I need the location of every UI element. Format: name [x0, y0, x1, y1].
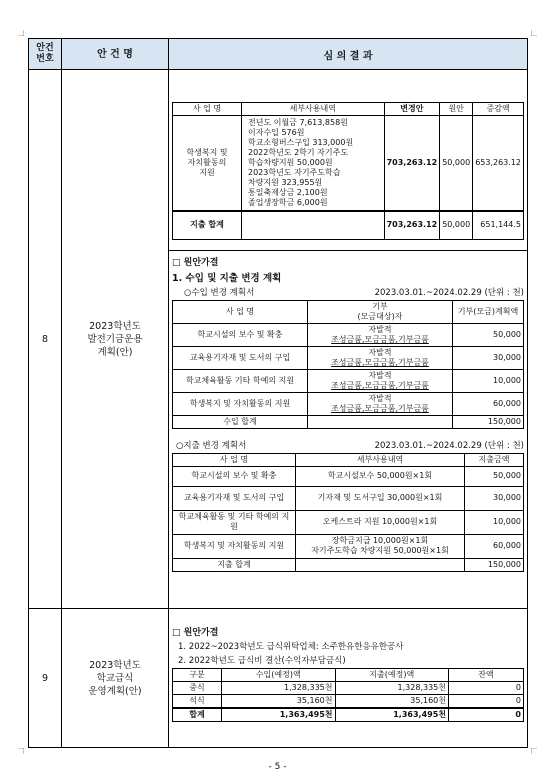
col-kind: 구분 [173, 669, 222, 682]
col-expense: 지출(예정)액 [335, 669, 449, 682]
row-income: 1,328,335천 [222, 682, 336, 695]
total-row [173, 415, 524, 428]
total-label: 수입 합계 [173, 415, 308, 428]
total-expense: 1,363,495천 [335, 708, 449, 722]
row-donor [308, 369, 453, 392]
income-plan-heading [172, 286, 524, 298]
col-business: 사 업 명 [173, 300, 308, 323]
table-row [173, 534, 524, 558]
expense-plan-label: ○지출 변경 계획서 [176, 440, 247, 451]
detail-line: 학교소형버스구입 313,000원 [248, 138, 354, 147]
table-row [173, 466, 524, 486]
agenda-name-9: 2023학년도 학교급식 운영계획(안) [62, 609, 169, 748]
row-kind: 중식 [173, 682, 222, 695]
row-business: 학교체육활동 및 기타 학예의 지원 [173, 510, 296, 534]
col-plan-amount: 기부(모금)계획액 [453, 300, 524, 323]
table-row [173, 369, 524, 392]
crop-mark-icon [531, 748, 537, 754]
table-row [173, 695, 524, 709]
detail-line: 학습차량지원 50,000원 [248, 158, 333, 167]
row-business: 교육용기자재 및 도서의 구입 [173, 486, 296, 510]
row-balance: 0 [449, 695, 524, 709]
col-original: 원안 [440, 103, 473, 116]
income-plan-label: ○수입 변경 계획서 [184, 287, 255, 298]
agenda-row-9 [29, 609, 528, 748]
income-plan-period: 2023.03.01.~2024.02.29 (단위 : 천) [374, 287, 524, 298]
total-row [173, 211, 524, 239]
col-details: 세부사용내역 [296, 453, 465, 466]
detail-line: 2022학년도 2학기 자기주도 [248, 148, 349, 157]
detail-line: 이자수입 576원 [248, 128, 305, 137]
detail-line: 2023학년도 자기주도학습 [248, 168, 341, 177]
row-amount: 50,000 [465, 466, 524, 486]
row-amount: 50,000 [453, 323, 524, 346]
decision-title: □ 원안가결 [172, 257, 219, 268]
settlement-line: 2. 2022학년도 급식비 결산(수익자부담금식) [178, 656, 346, 666]
row-detail: 학교시설보수 50,000원×1회 [296, 466, 465, 486]
col-balance: 잔액 [449, 669, 524, 682]
col-details: 세부사용내역 [242, 103, 385, 116]
donor-kind: 조성금품,모금금품,기부금품 [331, 357, 429, 367]
crop-mark-icon [18, 748, 24, 754]
header-agenda-name: 안 건 명 [62, 39, 169, 70]
detail-line: 통일축제상금 2,100원 [248, 188, 328, 197]
header-review-result: 심 의 결 과 [169, 39, 528, 70]
table-row [173, 682, 524, 695]
total-label: 지출 합계 [173, 558, 296, 571]
row-amount: 10,000 [465, 510, 524, 534]
row-amount: 60,000 [453, 392, 524, 415]
total-original: 50,000 [440, 211, 473, 239]
row-expense: 35,160천 [335, 695, 449, 709]
row-detail: 기자재 및 도서구입 30,000원×1회 [296, 486, 465, 510]
expense-plan-period: 2023.03.01.~2024.02.29 (단위 : 천) [374, 440, 524, 451]
agenda-number-9: 9 [29, 609, 62, 748]
row-business: 학교체육활동 기타 학예의 지원 [173, 369, 308, 392]
table-row [173, 323, 524, 346]
agenda-result-8 [169, 70, 528, 609]
donor-type: 자발적 [368, 370, 392, 380]
page-number: - 5 - [268, 762, 287, 772]
col-change: 변경안 [384, 103, 440, 116]
row-detail: 오케스트라 지원 10,000원×1회 [296, 510, 465, 534]
total-change: 703,263.12 [384, 211, 440, 239]
total-income: 1,363,495천 [222, 708, 336, 722]
agenda-number-8: 8 [29, 70, 62, 609]
donor-kind: 조성금품,모금금품,기부금품 [331, 403, 429, 413]
row-kind: 석식 [173, 695, 222, 709]
total-empty [296, 558, 465, 571]
row-amount: 30,000 [465, 486, 524, 510]
row-amount: 10,000 [453, 369, 524, 392]
crop-mark-icon [531, 30, 537, 36]
col-income: 수입(예정)액 [222, 669, 336, 682]
row-donor [308, 346, 453, 369]
donor-kind: 조성금품,모금금품,기부금품 [331, 380, 429, 390]
table-row [173, 392, 524, 415]
table-row [173, 486, 524, 510]
row-balance: 0 [449, 682, 524, 695]
table-row [173, 346, 524, 369]
total-label: 지출 합계 [173, 211, 242, 239]
total-empty [308, 415, 453, 428]
change-value: 703,263.12 [384, 116, 440, 212]
total-kind: 합계 [173, 708, 222, 722]
row-business: 학생복지 및 자치활동의 지원 [173, 392, 308, 415]
agenda-name-8: 2023학년도 발전기금운용 계획(안) [62, 70, 169, 609]
header-agenda-number: 안건 번호 [29, 39, 62, 70]
col-business: 사 업 명 [173, 453, 296, 466]
total-balance: 0 [449, 708, 524, 722]
total-row [173, 558, 524, 571]
agenda-result-9 [169, 609, 528, 748]
original-value: 50,000 [440, 116, 473, 212]
table-row [173, 116, 524, 212]
donor-type: 자발적 [368, 393, 392, 403]
row-business: 학교시설의 보수 및 확충 [173, 323, 308, 346]
row-amount: 30,000 [453, 346, 524, 369]
row-detail: 장학금지급 10,000원×1회 자기주도학습 차량지원 50,000원×1회 [296, 534, 465, 558]
expense-plan-heading [172, 439, 524, 451]
plan-title: 1. 수입 및 지출 변경 계획 [172, 272, 282, 284]
detail-line: 졸업생장학금 6,000원 [248, 198, 328, 207]
row-business: 학교시설의 보수 및 확충 [173, 466, 296, 486]
table-row [173, 510, 524, 534]
donor-type: 자발적 [368, 347, 392, 357]
row-business: 학생복지 및 자치활동의 지원 [173, 534, 296, 558]
detail-line: 차량지원 323,955원 [248, 178, 323, 187]
decision-section-8 [169, 250, 527, 572]
col-diff: 증감액 [473, 103, 524, 116]
donor-type: 자발적 [368, 324, 392, 334]
col-donor: 기부 (모금대상)자 [308, 300, 453, 323]
row-business: 교육용기자재 및 도서의 구입 [173, 346, 308, 369]
total-empty [242, 211, 385, 239]
row-income: 35,160천 [222, 695, 336, 709]
total-diff: 651,144.5 [473, 211, 524, 239]
detail-line: 전년도 이월금 7,613,858원 [248, 118, 348, 127]
row-expense: 1,328,335천 [335, 682, 449, 695]
business-name: 학생복지 및 자치활동의 지원 [173, 116, 242, 212]
col-business: 사 업 명 [173, 103, 242, 116]
crop-mark-icon [18, 30, 24, 36]
agenda-row-8 [29, 70, 528, 609]
row-donor [308, 392, 453, 415]
col-amount: 지출금액 [465, 453, 524, 466]
decision-title: □ 원안가결 [172, 628, 219, 638]
donor-kind: 조성금품,모금금품,기부금품 [331, 334, 429, 344]
agenda-header-row [29, 39, 528, 70]
budget-change-table [172, 102, 524, 240]
income-plan-table [172, 300, 524, 429]
row-donor [308, 323, 453, 346]
diff-value: 653,263.12 [473, 116, 524, 212]
expense-plan-table [172, 453, 524, 572]
total-row [173, 708, 524, 722]
detail-list [242, 116, 385, 212]
meal-settlement-table [172, 668, 524, 722]
total-amount: 150,000 [453, 415, 524, 428]
row-amount: 60,000 [465, 534, 524, 558]
caterer-line: 1. 2022~2023학년도 급식위탁업체: 소주한유한응유한공사 [178, 642, 404, 652]
agenda-table [28, 38, 528, 748]
total-amount: 150,000 [465, 558, 524, 571]
